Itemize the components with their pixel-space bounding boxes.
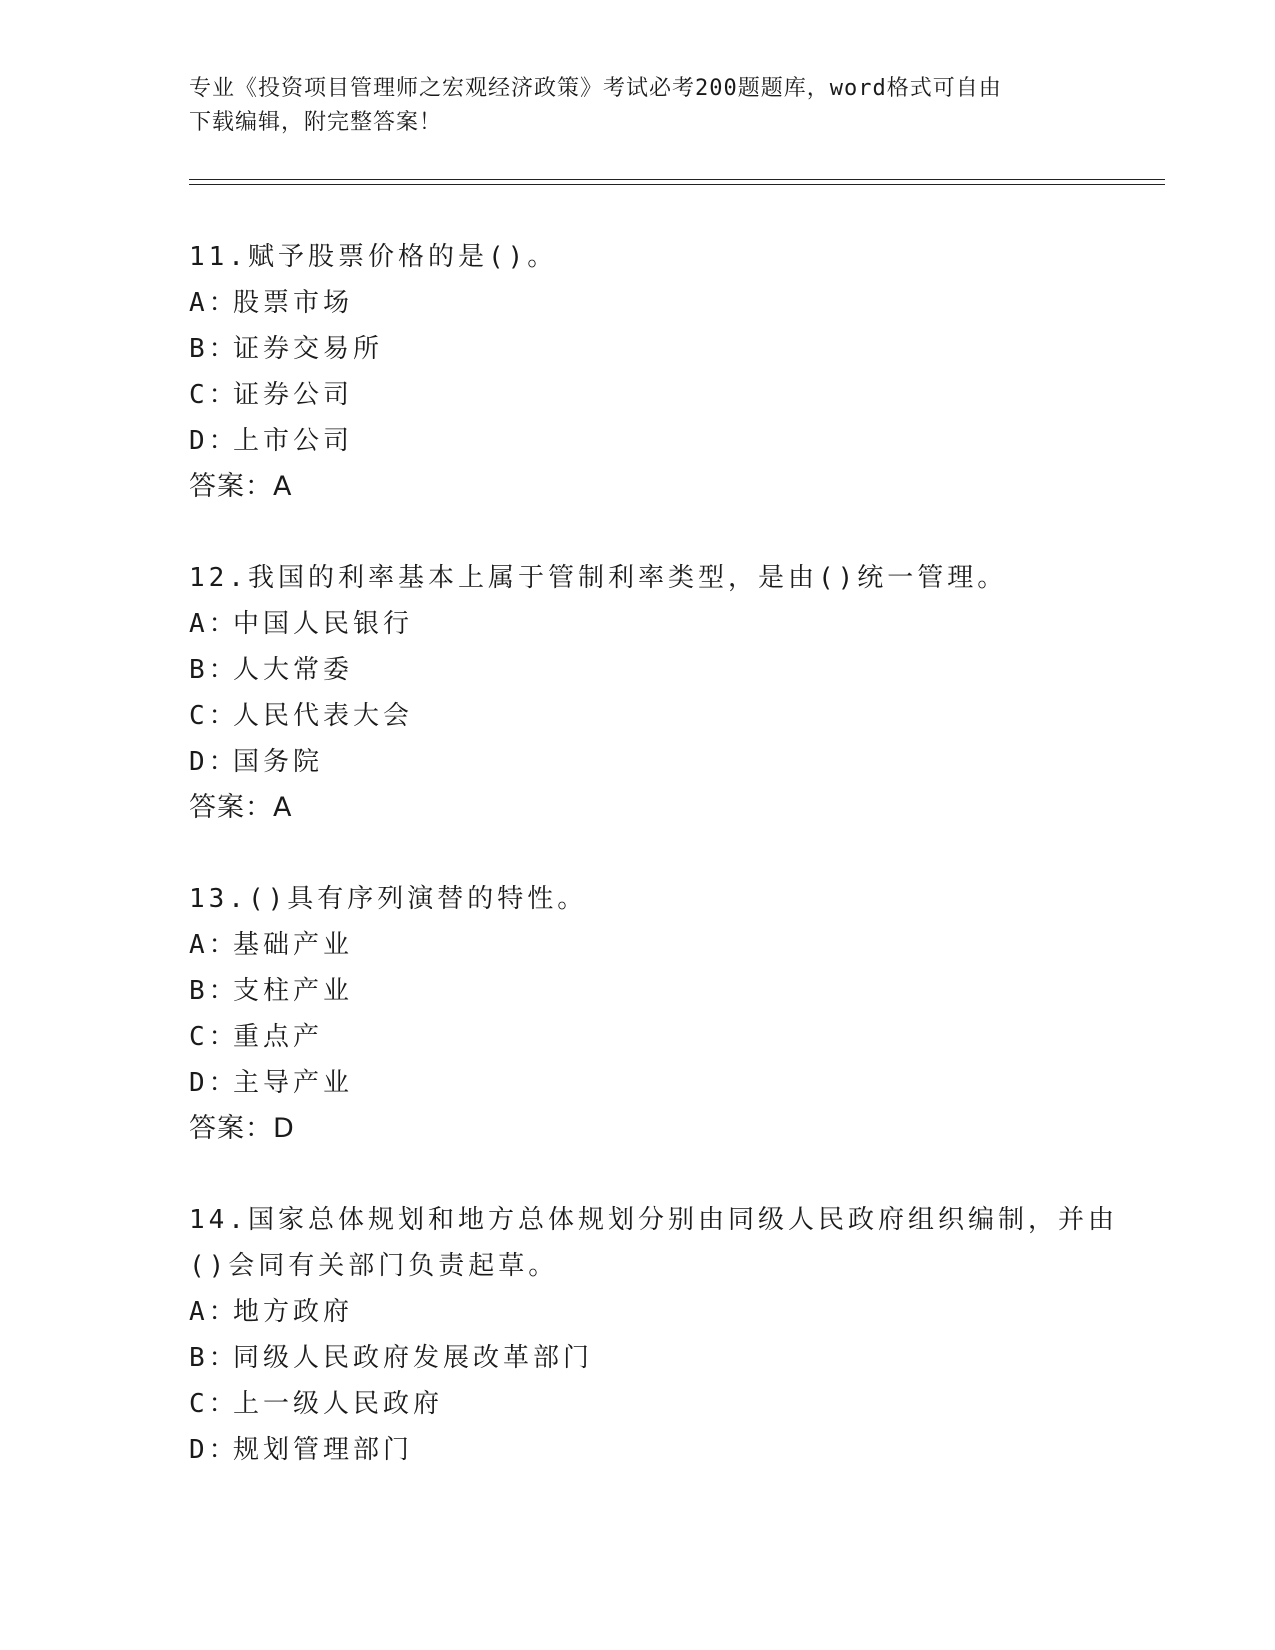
option-b: [189, 326, 1089, 372]
option-text: 重点产: [233, 1022, 324, 1052]
option-a: [189, 922, 1089, 968]
option-c: [189, 693, 1089, 739]
option-text: 主导产业: [233, 1068, 354, 1098]
option-text: 股票市场: [233, 288, 354, 318]
option-d: [189, 1427, 1089, 1473]
document-header: [189, 72, 1089, 140]
option-text: 人大常委: [233, 655, 354, 685]
option-d: [189, 1060, 1089, 1106]
header-rule-bottom: [189, 184, 1165, 185]
option-letter: C：: [189, 1022, 239, 1052]
option-text: 基础产业: [233, 930, 354, 960]
option-letter: A：: [189, 930, 239, 960]
question-list: [189, 234, 1118, 1518]
option-letter: D：: [189, 1435, 239, 1465]
option-text: 上市公司: [233, 426, 354, 456]
option-letter: A：: [189, 609, 239, 639]
question-12: [189, 555, 1089, 831]
header-line-1: 专业《投资项目管理师之宏观经济政策》考试必考200题题库，word格式可自由: [189, 76, 1002, 101]
question-stem: 11.赋予股票价格的是()。: [189, 242, 558, 272]
option-c: [189, 1381, 1089, 1427]
option-a: [189, 280, 1089, 326]
option-text: 规划管理部门: [233, 1435, 414, 1465]
option-a: [189, 601, 1089, 647]
option-text: 上一级人民政府: [233, 1389, 444, 1419]
option-letter: B：: [189, 976, 239, 1006]
option-letter: A：: [189, 288, 239, 318]
option-text: 证券公司: [233, 380, 354, 410]
question-stem: 14.国家总体规划和地方总体规划分别由同级人民政府组织编制，并由: [189, 1205, 1118, 1235]
option-letter: B：: [189, 334, 239, 364]
option-letter: D：: [189, 1068, 239, 1098]
header-rule-top: [189, 179, 1165, 180]
question-stem-continued: ()会同有关部门负责起草。: [189, 1251, 559, 1281]
option-letter: C：: [189, 1389, 239, 1419]
option-b: [189, 968, 1089, 1014]
answer-line: 答案：D: [189, 1113, 295, 1144]
option-letter: D：: [189, 747, 239, 777]
option-c: [189, 372, 1089, 418]
option-text: 地方政府: [233, 1297, 354, 1327]
option-letter: C：: [189, 701, 239, 731]
question-stem: 12.我国的利率基本上属于管制利率类型，是由()统一管理。: [189, 563, 1008, 593]
option-d: [189, 418, 1089, 464]
option-letter: A：: [189, 1297, 239, 1327]
option-b: [189, 647, 1089, 693]
option-text: 人民代表大会: [233, 701, 414, 731]
answer-line: 答案：A: [189, 471, 293, 502]
option-a: [189, 1289, 1089, 1335]
option-text: 国务院: [233, 747, 324, 777]
option-text: 支柱产业: [233, 976, 354, 1006]
option-text: 同级人民政府发展改革部门: [233, 1343, 594, 1373]
option-letter: B：: [189, 1343, 239, 1373]
option-c: [189, 1014, 1089, 1060]
question-13: [189, 876, 1089, 1152]
option-d: [189, 739, 1089, 785]
option-text: 中国人民银行: [233, 609, 414, 639]
option-letter: C：: [189, 380, 239, 410]
question-14: [189, 1197, 1118, 1473]
option-letter: B：: [189, 655, 239, 685]
question-11: [189, 234, 1089, 510]
option-b: [189, 1335, 1089, 1381]
option-letter: D：: [189, 426, 239, 456]
option-text: 证券交易所: [233, 334, 384, 364]
question-stem: 13.()具有序列演替的特性。: [189, 884, 588, 914]
answer-line: 答案：A: [189, 792, 293, 823]
header-line-2: 下载编辑，附完整答案！: [189, 110, 443, 135]
